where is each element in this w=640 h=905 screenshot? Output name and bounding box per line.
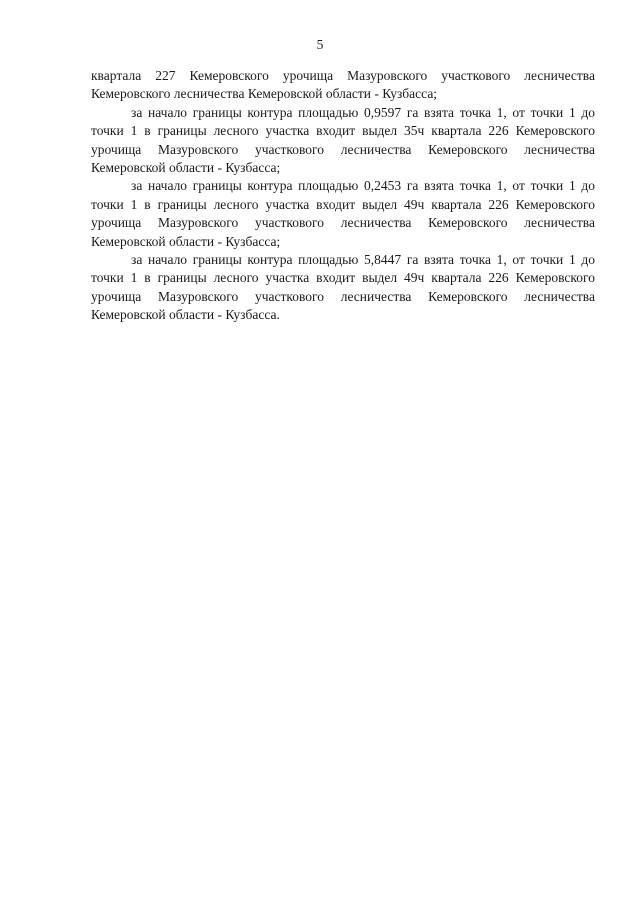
paragraph-continuation: квартала 227 Кемеровского урочища Мазуровского участкового лесничества Кемеровского лесничества Кемеровской области - Кузбасса; <box>91 68 595 102</box>
page-number: 5 <box>316 37 324 52</box>
document-body <box>91 67 595 325</box>
paragraph-contour-0-2453: за начало границы контура площадью 0,2453 га взята точка 1, от точки 1 до точки 1 в границы лесного участка входит выдел 49ч квартала 226 Кемеровского урочища Мазуровского участкового лесничества Кемеровского лесничества Кемеровской области - Кузбасса; <box>91 178 595 249</box>
paragraph-contour-0-9597: за начало границы контура площадью 0,9597 га взята точка 1, от точки 1 до точки 1 в границы лесного участка входит выдел 35ч квартала 226 Кемеровского урочища Мазуровского участкового лесничества Кемеровского лесничества Кемеровской области - Кузбасса; <box>91 104 595 176</box>
paragraph-contour-5-8447: за начало границы контура площадью 5,8447 га взята точка 1, от точки 1 до точки 1 в границы лесного участка входит выдел 49ч квартала 226 Кемеровского урочища Мазуровского участкового лесничества Кемеровского лесничества Кемеровской области - Кузбасса. <box>91 252 595 323</box>
